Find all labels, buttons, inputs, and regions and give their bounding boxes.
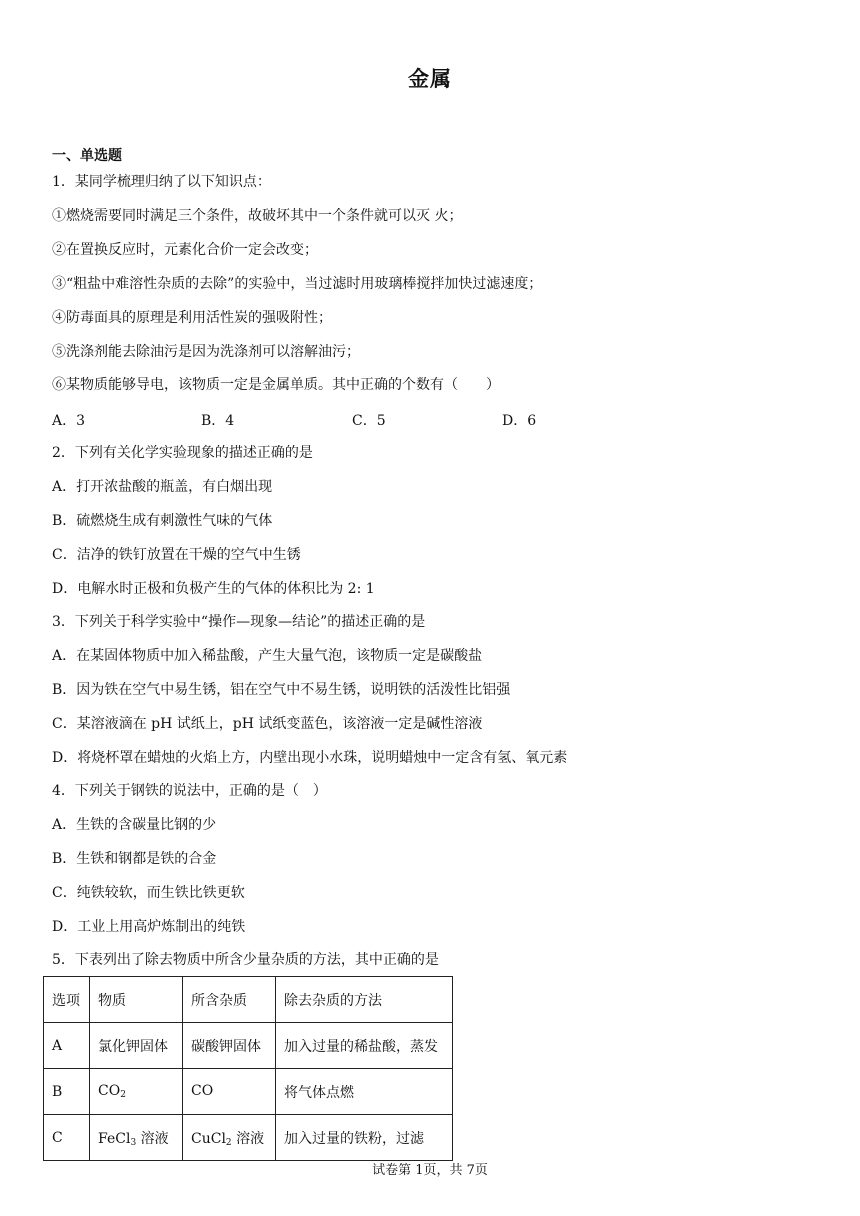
table-header-cell: 除去杂质的方法 xyxy=(276,977,453,1023)
question-1-item: ⑤洗涤剂能去除油污是因为洗涤剂可以溶解油污； xyxy=(52,344,360,360)
table-header-cell: 物质 xyxy=(90,977,183,1023)
question-4-option-c[interactable]: C．纯铁较软，而生铁比铁更软 xyxy=(52,885,245,901)
table-header-cell: 所含杂质 xyxy=(183,977,276,1023)
question-1-item: ④防毒面具的原理是利用活性炭的强吸附性； xyxy=(52,310,332,326)
question-1-option-b[interactable]: B．4 xyxy=(201,413,235,429)
question-4-option-d[interactable]: D．工业上用高炉炼制出的纯铁 xyxy=(52,919,246,935)
table-row xyxy=(44,1115,453,1161)
question-1-item: ②在置换反应时，元素化合价一定会改变； xyxy=(52,242,318,258)
table-cell-impurity: CuCl$_2$ 溶液 xyxy=(183,1115,276,1161)
table-header-cell: 选项 xyxy=(44,977,90,1023)
question-1-option-d[interactable]: D．6 xyxy=(502,413,537,429)
question-1-item: ③“粗盐中难溶性杂质的去除”的实验中，当过滤时用玻璃棒搅拌加快过滤速度； xyxy=(52,276,543,292)
table-cell-substance: 氯化钾固体 xyxy=(90,1023,183,1069)
question-1-stem: 1．某同学梳理归纳了以下知识点： xyxy=(52,174,271,190)
table-cell-method: 加入过量的稀盐酸，蒸发 xyxy=(276,1023,453,1069)
section-heading: 一、单选题 xyxy=(52,148,122,164)
table-header-row xyxy=(44,977,453,1023)
question-5-stem: 5．下表列出了除去物质中所含少量杂质的方法，其中正确的是 xyxy=(52,952,439,968)
question-2-option-d[interactable]: D．电解水时正极和负极产生的气体的体积比为 2: 1 xyxy=(52,581,375,597)
table-cell-option: A xyxy=(44,1023,90,1069)
table-cell-impurity: CO xyxy=(183,1069,276,1115)
question-2-stem: 2．下列有关化学实验现象的描述正确的是 xyxy=(52,445,313,461)
table-row xyxy=(44,1069,453,1115)
question-3-option-d[interactable]: D．将烧杯罩在蜡烛的火焰上方，内壁出现小水珠，说明蜡烛中一定含有氢、氧元素 xyxy=(52,750,568,766)
table-cell-option: B xyxy=(44,1069,90,1115)
question-3-option-b[interactable]: B．因为铁在空气中易生锈，铝在空气中不易生锈，说明铁的活泼性比铝强 xyxy=(52,682,511,698)
table-cell-substance: $CO_2$ xyxy=(90,1069,183,1115)
question-1-item: ⑥某物质能够导电，该物质一定是金属单质。其中正确的个数有（ ） xyxy=(52,377,500,393)
table-row xyxy=(44,1023,453,1069)
table-cell-method: 加入过量的铁粉，过滤 xyxy=(276,1115,453,1161)
table-cell-impurity: 碳酸钾固体 xyxy=(183,1023,276,1069)
table-cell-substance: FeCl$_3$ 溶液 xyxy=(90,1115,183,1161)
table-cell-method: 将气体点燃 xyxy=(276,1069,453,1115)
impurity-removal-table xyxy=(43,976,453,1161)
question-3-option-c[interactable]: C．某溶液滴在 pH 试纸上，pH 试纸变蓝色，该溶液一定是碱性溶液 xyxy=(52,716,483,732)
question-1-item: ①燃烧需要同时满足三个条件，故破坏其中一个条件就可以灭 火； xyxy=(52,208,463,224)
question-4-option-b[interactable]: B．生铁和钢都是铁的合金 xyxy=(52,851,217,867)
question-2-option-c[interactable]: C．洁净的铁钉放置在干燥的空气中生锈 xyxy=(52,547,301,563)
question-2-option-b[interactable]: B．硫燃烧生成有刺激性气味的气体 xyxy=(52,513,273,529)
question-1-option-c[interactable]: C．5 xyxy=(352,413,386,429)
question-3-option-a[interactable]: A．在某固体物质中加入稀盐酸，产生大量气泡，该物质一定是碳酸盐 xyxy=(52,648,483,664)
page-footer: 试卷第 1页，共 7页 xyxy=(372,1163,488,1178)
question-2-option-a[interactable]: A．打开浓盐酸的瓶盖，有白烟出现 xyxy=(52,479,273,495)
question-4-option-a[interactable]: A．生铁的含碳量比钢的少 xyxy=(52,817,217,833)
question-4-stem: 4．下列关于钢铁的说法中，正确的是（ ） xyxy=(52,783,327,799)
question-3-stem: 3．下列关于科学实验中“操作—现象—结论”的描述正确的是 xyxy=(52,614,426,630)
page-title: 金属 xyxy=(408,66,452,91)
table-cell-option: C xyxy=(44,1115,90,1161)
question-1-option-a[interactable]: A．3 xyxy=(52,413,86,429)
